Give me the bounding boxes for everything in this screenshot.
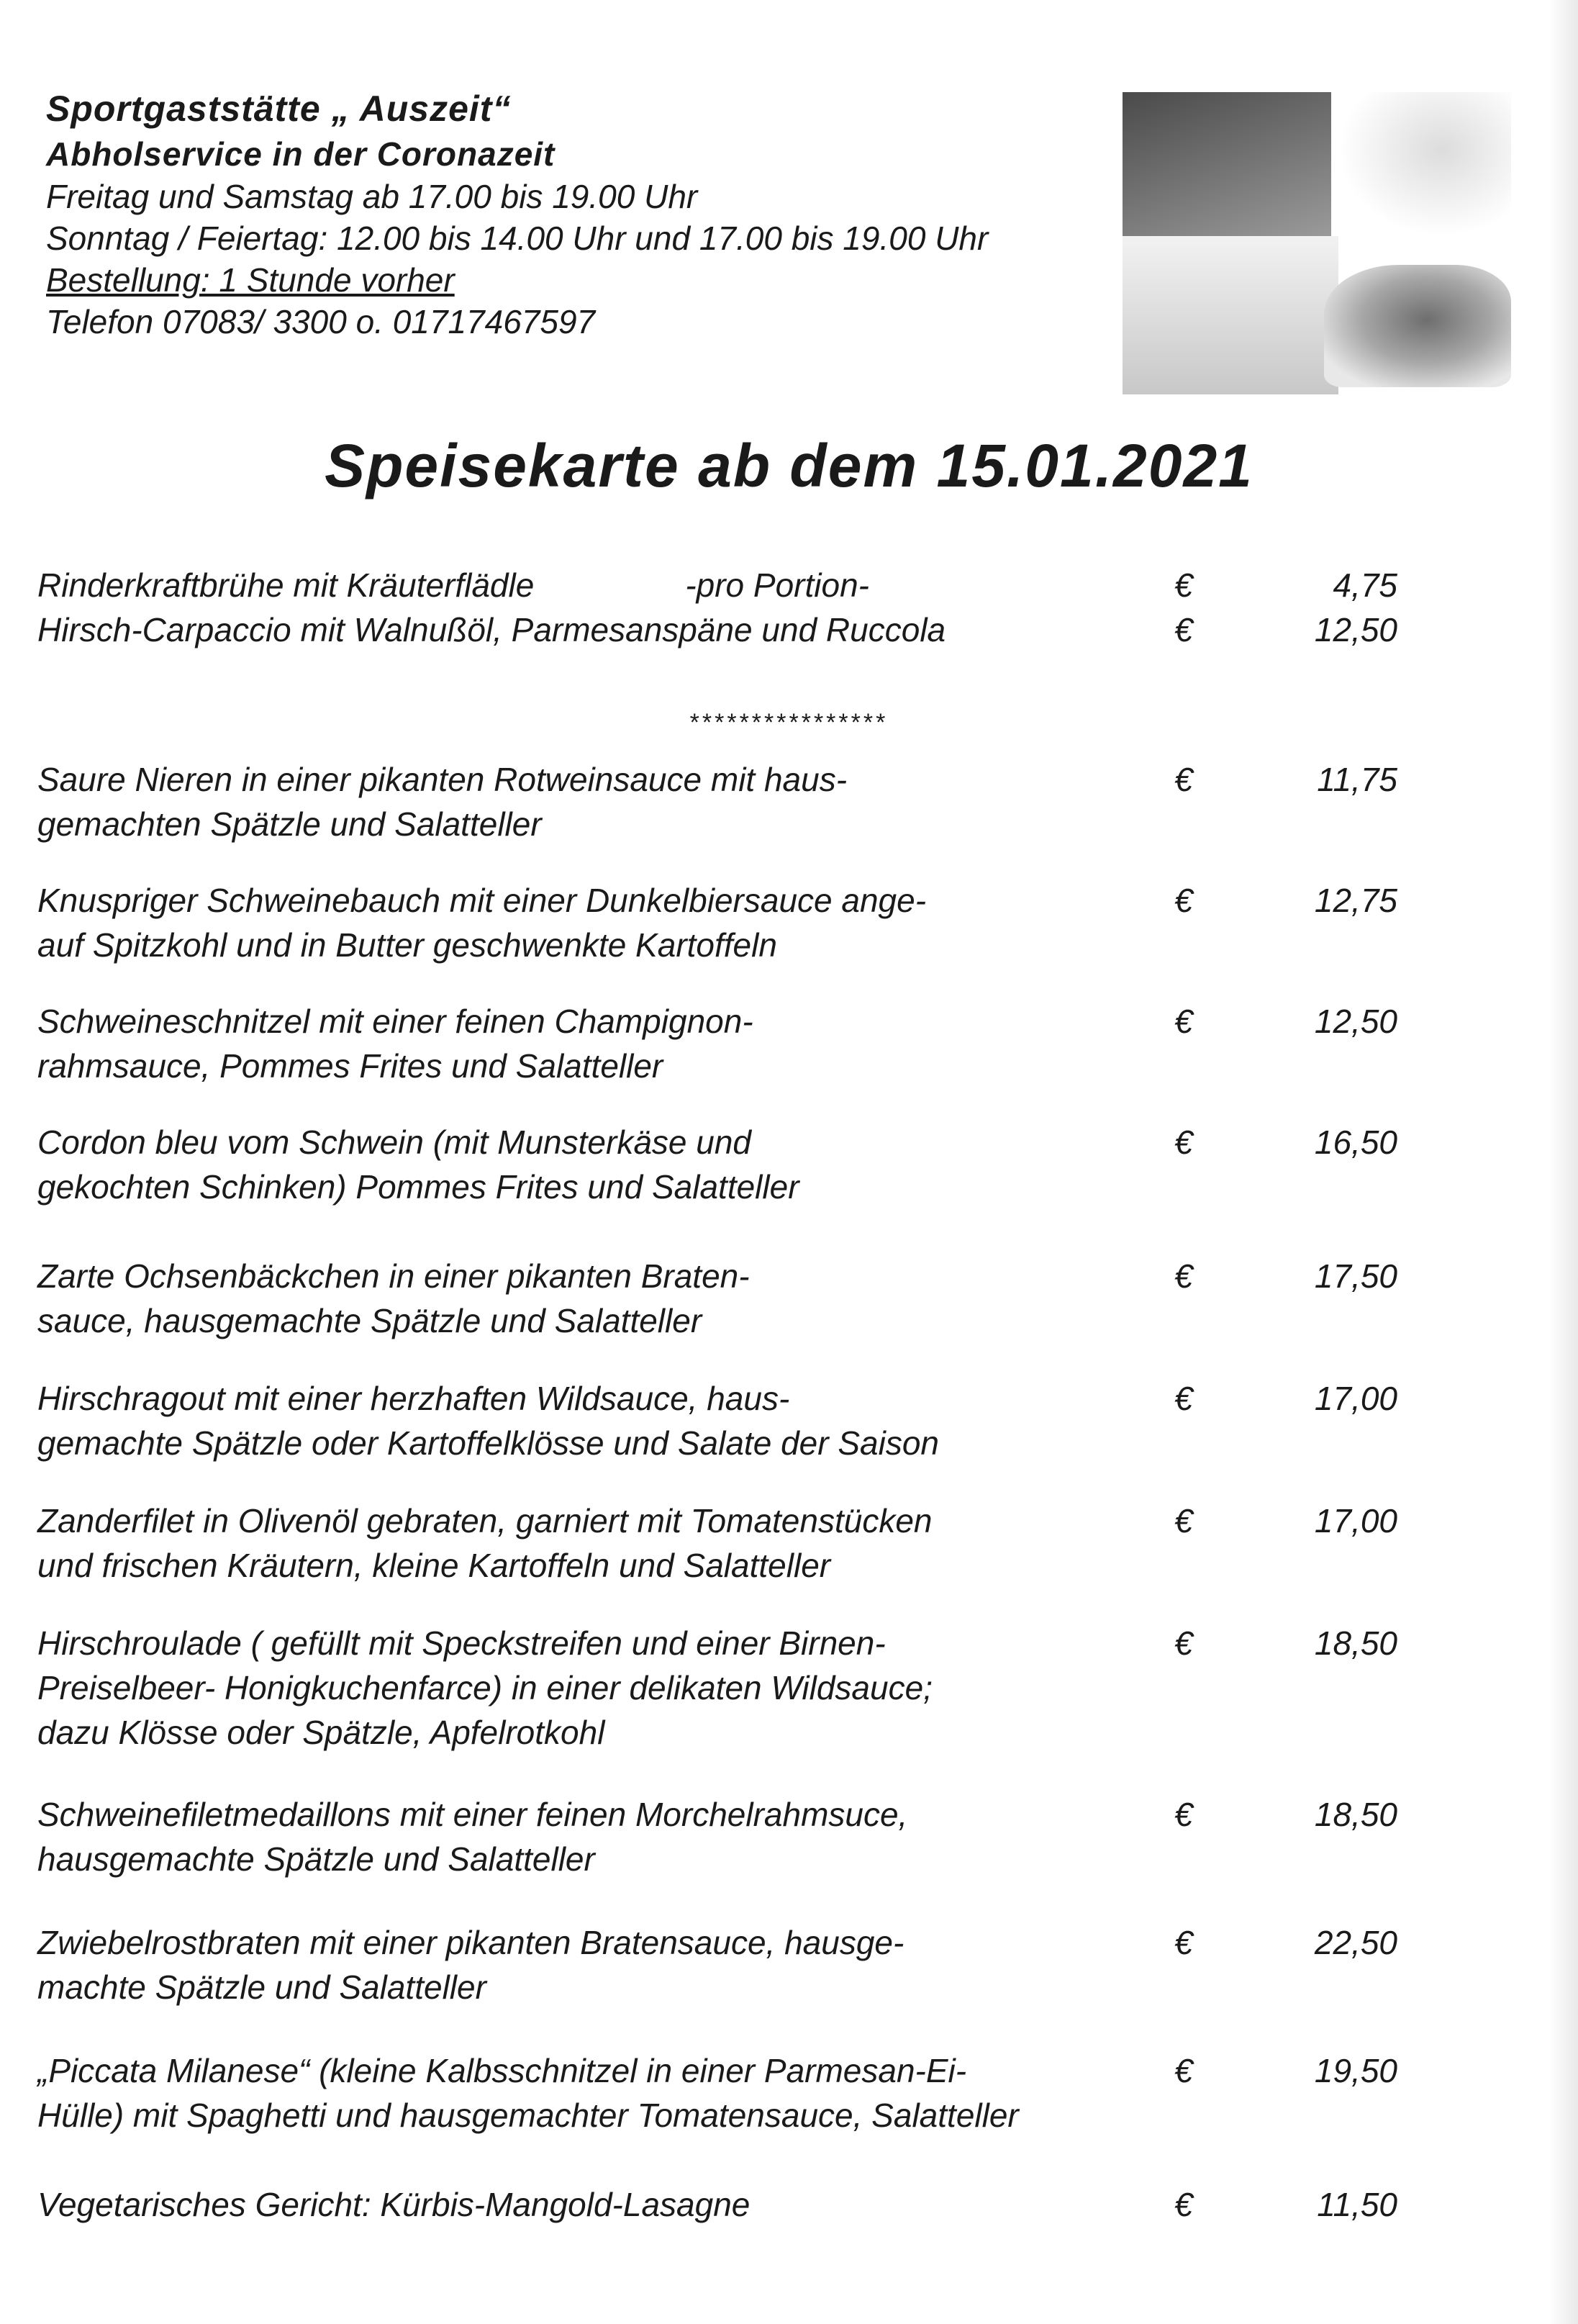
restaurant-header (46, 85, 1125, 343)
starter-description: Hirsch-Carpaccio mit Walnußöl, Parmesanspäne und Ruccola (37, 611, 946, 648)
dish-item (37, 757, 1405, 846)
service-subtitle: Abholservice in der Coronazeit (46, 135, 556, 173)
starter-item (37, 563, 1405, 607)
dish-line: gekochten Schinken) Pommes Frites und Salatteller (37, 1168, 799, 1206)
dish-line: Vegetarisches Gericht: Kürbis-Mangold-Lasagne (37, 2186, 751, 2223)
dish-line: Cordon bleu vom Schwein (mit Munsterkäse und (37, 1123, 752, 1161)
dish-item (37, 1120, 1405, 1209)
dish-item (37, 1621, 1405, 1755)
restaurant-name: Sportgaststätte „ Auszeit“ (46, 89, 512, 129)
price: 17,50 (1314, 1257, 1397, 1295)
dish-line: „Piccata Milanese“ (kleine Kalbsschnitzel in einer Parmesan-Ei- (37, 2052, 967, 2089)
dish-line: auf Spitzkohl und in Butter geschwenkte Kartoffeln (37, 926, 777, 964)
dish-line: sauce, hausgemachte Spätzle und Salatteller (37, 1302, 702, 1339)
currency-symbol: € (1174, 1624, 1193, 1662)
photo-dark-panel (1123, 92, 1331, 236)
dish-line: Zwiebelrostbraten mit einer pikanten Bratensauce, hausge- (37, 1924, 904, 1961)
dish-item (37, 1254, 1405, 1343)
photo-haze (1123, 236, 1338, 394)
starter-item (37, 607, 1405, 652)
dish-line: Knuspriger Schweinebauch mit einer Dunkelbiersauce ange- (37, 882, 927, 919)
dish-line: Hirschroulade ( gefüllt mit Speckstreifen und einer Birnen- (37, 1624, 886, 1662)
starter-text: Rinderkraftbrühe mit Kräuterflädle (37, 566, 535, 604)
dish-line: machte Spätzle und Salatteller (37, 1968, 486, 2006)
dish-line: Zarte Ochsenbäckchen in einer pikanten Braten- (37, 1257, 750, 1295)
currency-symbol: € (1174, 2052, 1193, 2089)
price: 12,50 (1314, 1003, 1397, 1040)
photo-dish (1324, 265, 1511, 387)
price: 22,50 (1314, 1924, 1397, 1961)
price: 17,00 (1314, 1380, 1397, 1417)
dish-line: gemachten Spätzle und Salatteller (37, 805, 542, 843)
currency-symbol: € (1174, 1380, 1193, 1417)
dish-line: Zanderfilet in Olivenöl gebraten, garniert mit Tomatenstücken (37, 1502, 933, 1539)
currency-symbol: € (1174, 2186, 1193, 2223)
paper-edge-shadow (1549, 0, 1578, 2324)
price: 11,50 (1317, 2186, 1397, 2223)
header-photo (1123, 92, 1511, 394)
currency-symbol: € (1174, 761, 1193, 798)
price: 12,50 (1314, 611, 1397, 648)
currency-symbol: € (1174, 882, 1193, 919)
currency-symbol: € (1174, 1257, 1193, 1295)
price: 16,50 (1314, 1123, 1397, 1161)
phone-line: Telefon 07083/ 3300 o. 01717467597 (46, 303, 596, 340)
hours-sunday: Sonntag / Feiertag: 12.00 bis 14.00 Uhr und 17.00 bis 19.00 Uhr (46, 220, 989, 257)
dish-item (37, 999, 1405, 1088)
dish-item (37, 1376, 1405, 1465)
dish-item (37, 1792, 1405, 1881)
menu-title: Speisekarte ab dem 15.01.2021 (325, 432, 1253, 499)
dish-item (37, 1920, 1405, 2009)
dish-item (37, 2048, 1405, 2138)
dish-line: rahmsauce, Pommes Frites und Salatteller (37, 1047, 663, 1085)
currency-symbol: € (1174, 1796, 1193, 1833)
portion-note: -pro Portion- (685, 566, 869, 604)
order-notice-text: Bestellung: 1 Stunde vorher (46, 261, 455, 299)
dish-line: Preiselbeer- Honigkuchenfarce) in einer delikaten Wildsauce; (37, 1669, 933, 1706)
price: 18,50 (1314, 1796, 1397, 1833)
currency-symbol: € (1174, 1924, 1193, 1961)
currency-symbol: € (1174, 1123, 1193, 1161)
separator: **************** (689, 709, 889, 736)
dish-line: hausgemachte Spätzle und Salatteller (37, 1840, 595, 1878)
currency-symbol: € (1174, 1502, 1193, 1539)
price: 17,00 (1314, 1502, 1397, 1539)
dish-line: Saure Nieren in einer pikanten Rotweinsauce mit haus- (37, 761, 848, 798)
dish-line: und frischen Kräutern, kleine Kartoffeln und Salatteller (37, 1547, 831, 1584)
starter-description (37, 563, 1174, 607)
price: 4,75 (1333, 566, 1397, 604)
dish-line: Hirschragout mit einer herzhaften Wildsauce, haus- (37, 1380, 790, 1417)
dish-line: Schweinefiletmedaillons mit einer feinen Morchelrahmsuce, (37, 1796, 908, 1833)
hours-weekday: Freitag und Samstag ab 17.00 bis 19.00 Uhr (46, 178, 698, 215)
price: 18,50 (1314, 1624, 1397, 1662)
dish-line: dazu Klösse oder Spätzle, Apfelrotkohl (37, 1714, 605, 1751)
dish-line: Hülle) mit Spaghetti und hausgemachter Tomatensauce, Salatteller (37, 2097, 1019, 2134)
dish-item (37, 2182, 1405, 2227)
currency-symbol: € (1174, 611, 1193, 648)
price: 12,75 (1314, 882, 1397, 919)
dish-item (37, 878, 1405, 967)
photo-splash (1338, 92, 1511, 236)
currency-symbol: € (1174, 566, 1193, 604)
price: 11,75 (1317, 761, 1397, 798)
dish-line: gemachte Spätzle oder Kartoffelklösse und Salate der Saison (37, 1424, 939, 1462)
currency-symbol: € (1174, 1003, 1193, 1040)
dish-item (37, 1498, 1405, 1588)
price: 19,50 (1314, 2052, 1397, 2089)
dish-line: Schweineschnitzel mit einer feinen Champignon- (37, 1003, 753, 1040)
order-notice (46, 259, 1125, 301)
